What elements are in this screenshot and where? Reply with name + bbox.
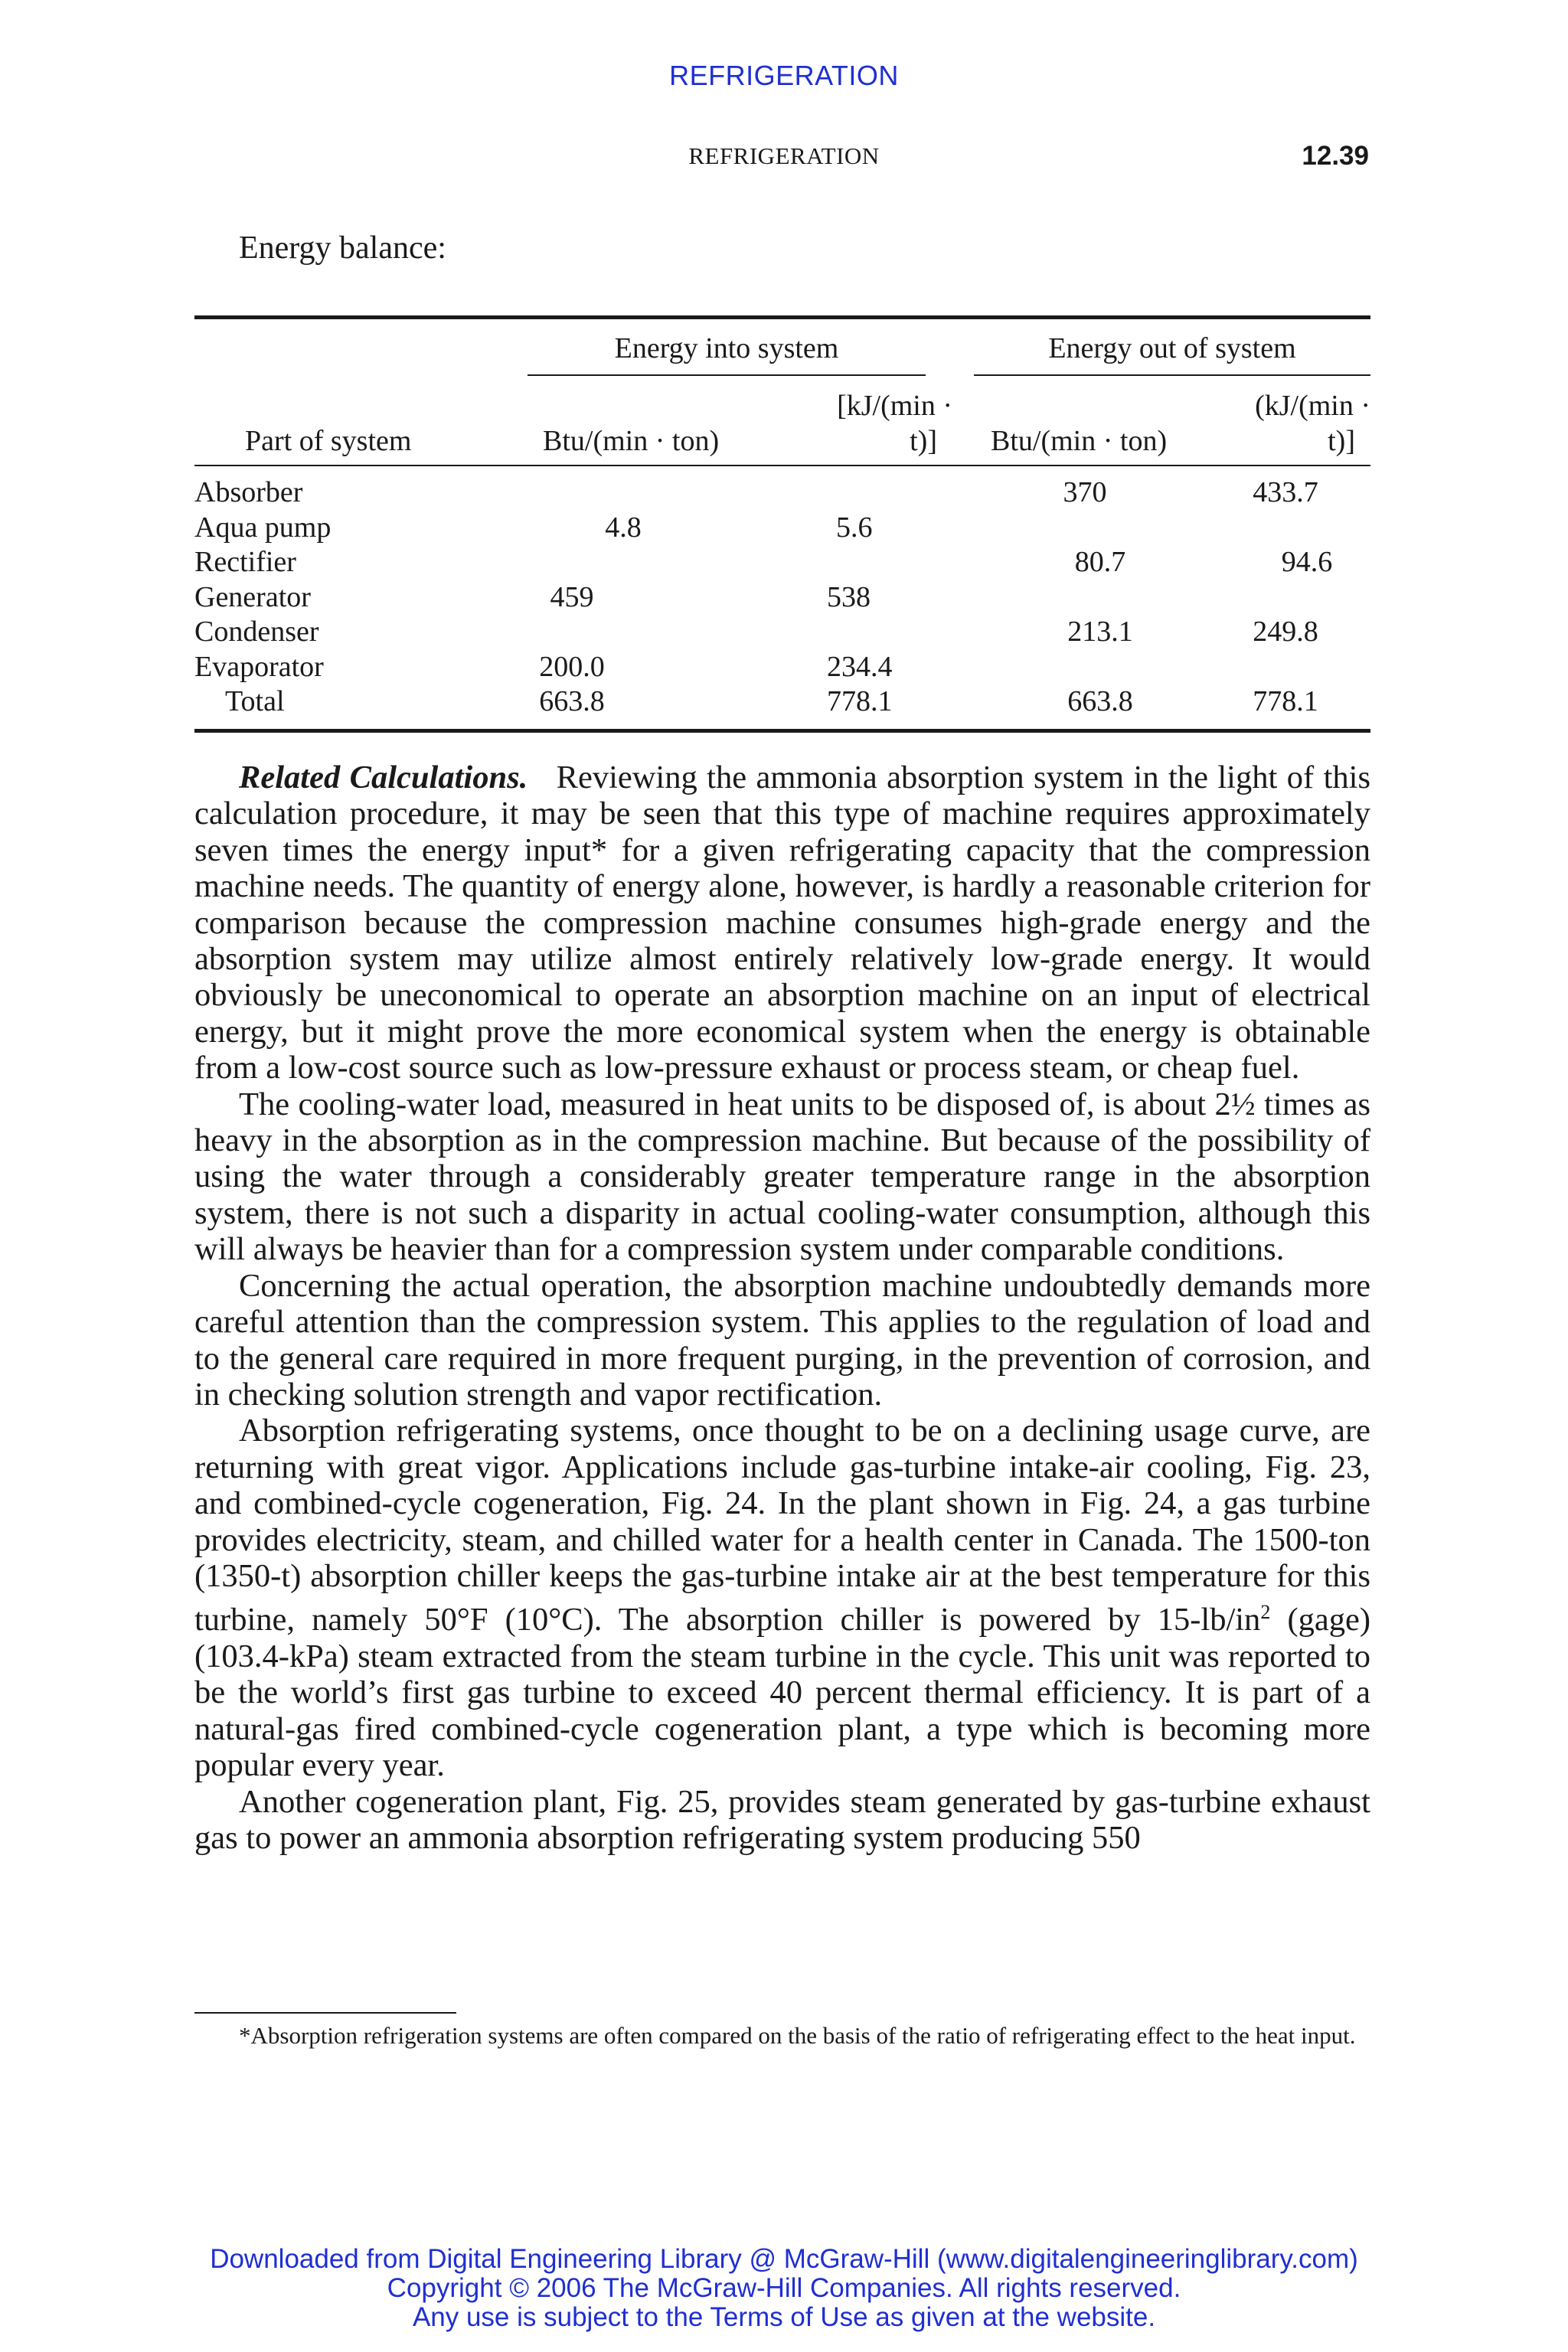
cell-btu-in: 4.8 — [605, 511, 642, 544]
cell-kj-out: 778.1 — [1253, 685, 1318, 717]
table-body — [194, 466, 1370, 729]
paragraph-text: Absorption refrigerating systems, once thought to be on a declining usage curve, are returning with great vigor. Applications include gas-turbine intake-air cooling, Fig. 23, and combined-cycle cogeneration, Fig. 24. In the plant shown in Fig. 24, a gas turbine provides electricity, steam, and chilled water for a health center in Canada. The 1500-ton (1350-t) absorption chiller keeps the gas-turbine intake air at the best temperature for this turbine, namely 50°F (10°C). The absorption chiller is powered by 15-lb/in — [194, 1413, 1370, 1638]
cell-kj-out: 94.6 — [1281, 546, 1333, 578]
cell-kj-in: 234.4 — [827, 650, 893, 683]
paragraph — [194, 760, 1370, 1086]
table-row — [194, 475, 1370, 511]
table-bottom-rule — [194, 729, 1370, 733]
running-head: REFRIGERATION — [688, 142, 880, 169]
cell-btu-out: 213.1 — [1067, 616, 1133, 648]
table-row — [194, 511, 1370, 546]
cell-kj-out: 433.7 — [1253, 476, 1318, 508]
table-row — [194, 545, 1370, 580]
cell-btu-out: 663.8 — [1067, 685, 1133, 717]
col-part-of-system: Part of system — [245, 425, 412, 457]
page-number: 12.39 — [1302, 141, 1369, 171]
cell-part: Total — [225, 685, 285, 717]
chapter-link[interactable]: REFRIGERATION — [669, 60, 899, 91]
col-btu-in: Btu/(min · ton) — [543, 425, 720, 457]
table-row — [194, 615, 1370, 650]
col-kj-out-line1: (kJ/(min · — [1255, 390, 1370, 422]
energy-balance-table — [194, 315, 1370, 733]
related-calculations-heading: Related Calculations. — [239, 760, 528, 795]
group-energy-in: Energy into system — [614, 332, 839, 364]
table-column-header — [194, 374, 1370, 465]
col-kj-in-line1: [kJ/(min · — [837, 390, 952, 422]
superscript: 2 — [1260, 1601, 1271, 1624]
table-row — [194, 580, 1370, 616]
footer-terms-link[interactable]: Any use is subject to the Terms of Use as given at the website. — [412, 2302, 1156, 2332]
cell-kj-out: 249.8 — [1253, 616, 1318, 648]
col-kj-out-line2: t)] — [1328, 425, 1355, 457]
cell-part: Evaporator — [194, 650, 324, 683]
cell-btu-in: 459 — [550, 580, 594, 613]
table-group-header — [194, 319, 1370, 374]
cell-btu-out: 80.7 — [1074, 546, 1126, 578]
section-label: Energy balance: — [239, 230, 446, 266]
footer-copyright[interactable]: Copyright © 2006 The McGraw-Hill Companies. All rights reserved. — [387, 2273, 1181, 2303]
cell-kj-in: 538 — [827, 580, 871, 613]
cell-part: Condenser — [194, 616, 319, 648]
body-text — [194, 760, 1370, 1856]
footnote: *Absorption refrigeration systems are often compared on the basis of the ratio of refrigerating effect to the heat input. — [239, 2022, 1356, 2049]
table-row-total — [194, 684, 1370, 720]
col-kj-in-line2: t)] — [910, 425, 937, 457]
footnote-rule — [194, 2012, 456, 2014]
cell-part: Aqua pump — [194, 511, 332, 544]
cell-part: Generator — [194, 580, 311, 613]
table-row — [194, 650, 1370, 685]
paragraph-text: Reviewing the ammonia absorption system in the light of this calculation procedure, it may be seen that this type of machine requires approximately seven times the energy input* for a given refrigerating capacity that the compression machine needs. The quantity of energy alone, however, is hardly a reasonable criterion for comparison because the compression machine consumes high-grade energy and the absorption system may utilize almost entirely relatively low-grade energy. It would obviously be uneconomical to operate an absorption machine on an input of electrical energy, but it might prove the more economical system when the energy is obtainable from a low-cost source such as low-pressure exhaust or process steam, or cheap fuel. — [194, 760, 1370, 1086]
paragraph: Concerning the actual operation, the absorption machine undoubtedly demands more careful attention than the compression system. This applies to the regulation of load and to the general care required in more frequent purging, in the prevention of corrosion, and in checking solution strength and vapor rectification. — [194, 1267, 1370, 1413]
paragraph: Another cogeneration plant, Fig. 25, provides steam generated by gas-turbine exhaust gas to power an ammonia absorption refrigerating system producing 550 — [194, 1783, 1370, 1856]
cell-part: Rectifier — [194, 546, 296, 578]
paragraph: The cooling-water load, measured in heat units to be disposed of, is about 2½ times as heavy in the absorption as in the compression machine. But because of the possibility of using the water through a considerably greater temperature range in the absorption system, there is not such a disparity in actual cooling-water consumption, although this will always be heavier than for a compression system under comparable conditions. — [194, 1086, 1370, 1268]
group-energy-out: Energy out of system — [1048, 332, 1296, 364]
cell-btu-in: 200.0 — [539, 650, 605, 683]
footer-download-link[interactable]: Downloaded from Digital Engineering Library @ McGraw-Hill (www.digitalengineeringlibrary.com) — [210, 2244, 1358, 2274]
cell-part: Absorber — [194, 476, 303, 508]
col-btu-out: Btu/(min · ton) — [991, 425, 1168, 457]
paragraph — [194, 1413, 1370, 1783]
paragraph-text: (gage) (103.4-kPa) steam extracted from the steam turbine in the cycle. This unit was reported to be the world’s first gas turbine to exceed 40 percent thermal efficiency. It is part of a natural-gas fired combined-cycle cogeneration plant, a type which is becoming more popular every year. — [194, 1602, 1370, 1784]
cell-kj-in: 5.6 — [836, 511, 873, 544]
footer — [0, 2245, 1568, 2332]
cell-btu-in: 663.8 — [539, 685, 605, 717]
cell-btu-out: 370 — [1063, 476, 1107, 508]
cell-kj-in: 778.1 — [827, 685, 893, 717]
